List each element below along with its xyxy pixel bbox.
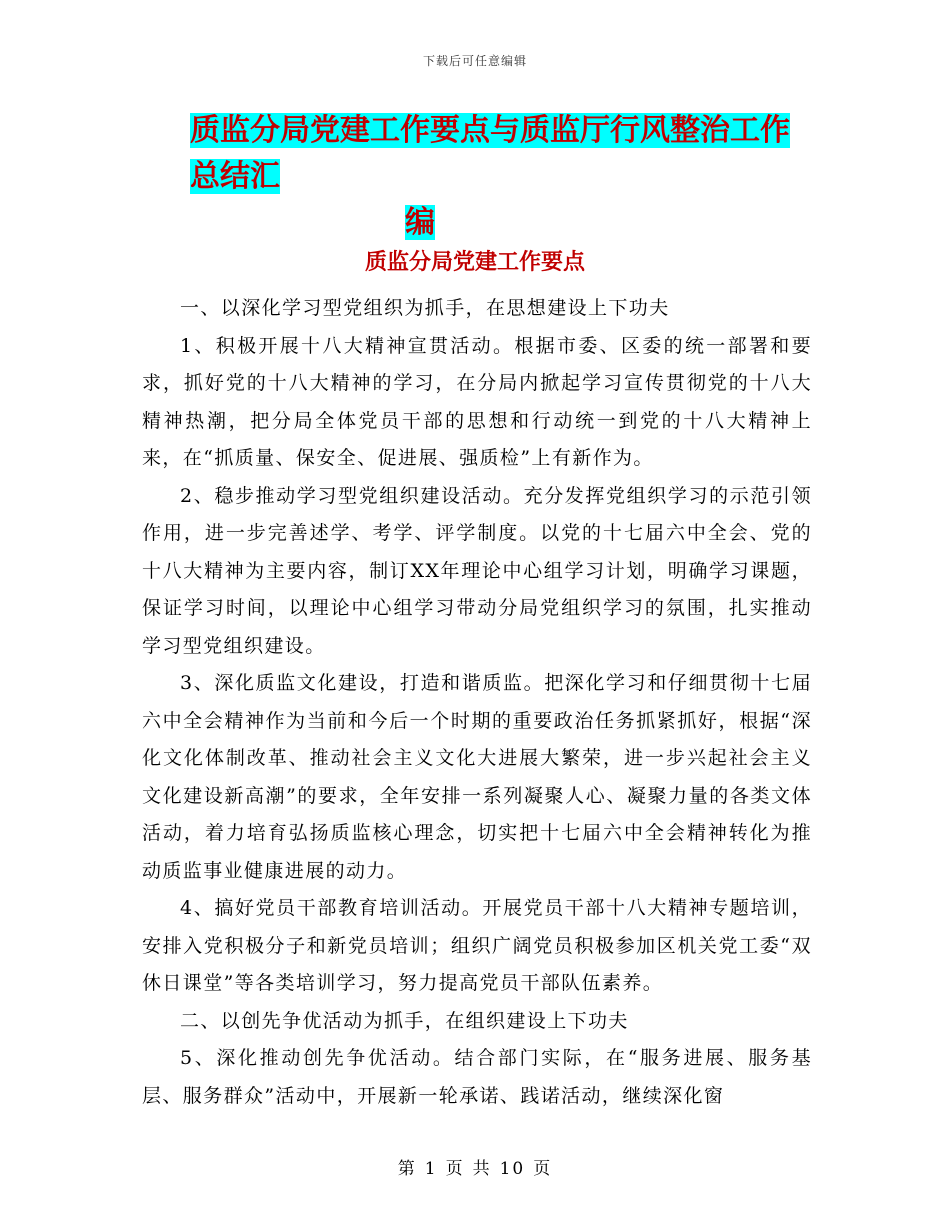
paragraph: 一、以深化学习型党组织为抓手，在思想建设上下功夫 bbox=[180, 297, 670, 319]
footer-suffix: 页 bbox=[533, 1159, 553, 1179]
paragraph: 3、深化质监文化建设，打造和谐质监。把深化学习和仔细贯彻十七届六中全会精神作为当前和今后一个时期的重要政治任务抓紧抓好，根据“深化文化体制改革、推动社会主义文化大进展大繁荣，进一步兴起社会主义文化建设新高潮”的要求，全年安排一系列凝聚人心、凝聚力量的各类文体活动，着力培育弘扬质监核心理念，切实把十七届六中全会精神转化为推动质监事业健康进展的动力。 bbox=[142, 672, 812, 882]
paragraph: 4、搞好党员干部教育培训活动。开展党员干部十八大精神专题培训，安排入党积极分子和新党员培训；组织广阔党员积极参加区机关党工委“双休日课堂”等各类培训学习，努力提高党员干部队伍素养。 bbox=[142, 897, 812, 994]
title-line-2: 编 bbox=[405, 205, 435, 240]
footer-page-word: 页 bbox=[445, 1159, 465, 1179]
page-footer bbox=[0, 1154, 950, 1179]
paragraph: 5、深化推动创先争优活动。结合部门实际，在“服务进展、服务基层、服务群众”活动中，开展新一轮承诺、践诺活动，继续深化窗 bbox=[142, 1047, 812, 1107]
footer-prefix: 第 bbox=[397, 1159, 417, 1179]
title-line-1: 质监分局党建工作要点与质监厅行风整治工作总结汇 bbox=[190, 113, 790, 194]
paragraph: 2、稳步推动学习型党组织建设活动。充分发挥党组织学习的示范引领作用，进一步完善述学、考学、评学制度。以党的十七届六中全会、党的十八大精神为主要内容，制订XX年理论中心组学习计划，明确学习课题，保证学习时间，以理论中心组学习带动分局党组织学习的氛围，扎实推动学习型党组织建设。 bbox=[142, 484, 812, 657]
footer-total-prefix: 共 bbox=[472, 1159, 492, 1179]
document-title bbox=[190, 108, 810, 246]
body-text bbox=[142, 290, 812, 1115]
paragraph: 1、积极开展十八大精神宣贯活动。根据市委、区委的统一部署和要求，抓好党的十八大精神的学习，在分局内掀起学习宣传贯彻党的十八大精神热潮，把分局全体党员干部的思想和行动统一到党的十八大精神上来，在“抓质量、保安全、促进展、强质检”上有新作为。 bbox=[142, 334, 812, 469]
paragraph: 二、以创先争优活动为抓手，在组织建设上下功夫 bbox=[180, 1009, 629, 1032]
total-pages-number: 10 bbox=[499, 1159, 526, 1179]
section-title: 质监分局党建工作要点 bbox=[364, 250, 585, 275]
header-note: 下载后可任意编辑 bbox=[422, 54, 527, 68]
current-page-number: 1 bbox=[424, 1159, 438, 1179]
